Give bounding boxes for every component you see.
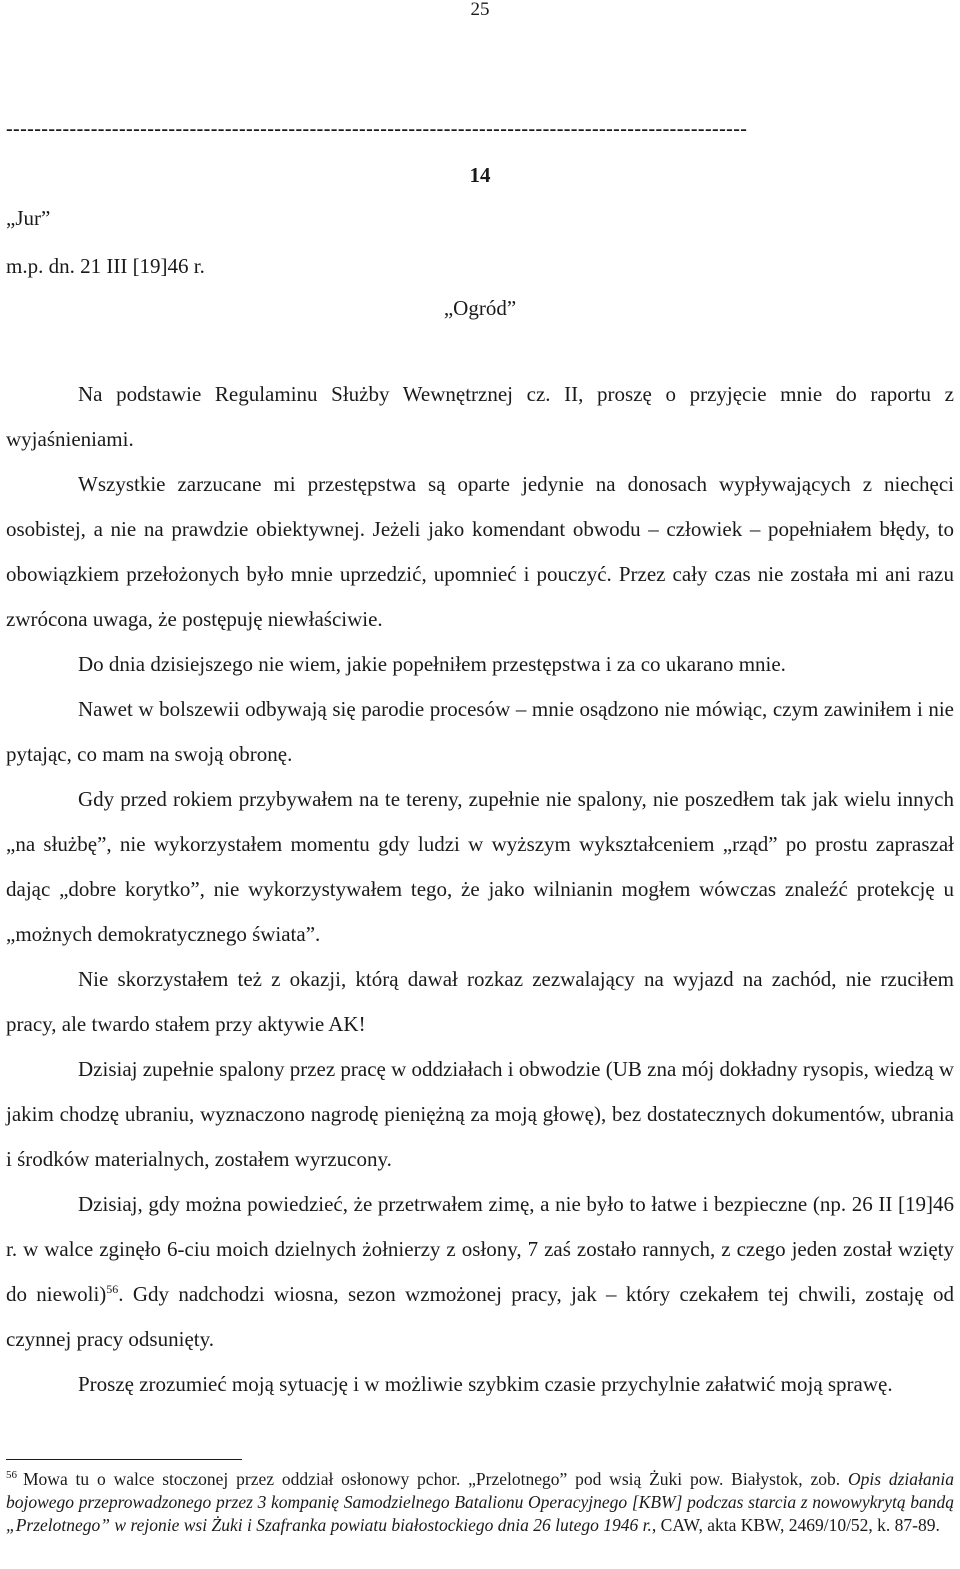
footnote-source-title: Opis działania bojowego przeprowadzonego przez 3 kompanię Samodzielnego Batalionu Operacyjnego [KBW] podczas starcia z nowowykrytą bandą „Przelotnego” w rejonie wsi Żuki i Szafranka powiatu białostockiego dnia 26 lutego 1946 r.	[6, 1469, 954, 1535]
paragraph-4: Nawet w bolszewii odbywają się parodie procesów – mnie osądzono nie mówiąc, czym zawiniłem i nie pytając, co mam na swoją obronę.	[6, 697, 954, 766]
paragraph-9: Proszę zrozumieć moją sytuację i w możliwie szybkim czasie przychylnie załatwić moją sprawę.	[78, 1372, 893, 1396]
letter-body	[6, 372, 954, 1407]
paragraph-6: Nie skorzystałem też z okazji, którą dawał rozkaz zezwalający na wyjazd na zachód, nie rzuciłem pracy, ale twardo stałem przy aktywie AK!	[6, 967, 954, 1036]
paragraph-8-text: Dzisiaj, gdy można powiedzieć, że przetrwałem zimę, a nie było to łatwe i bezpieczne (np. 26 II [19]46 r. w walce zginęło 6-ciu moich dzielnych żołnierzy z osłony, 7 zaś zostało rannych, z czego jeden został wzięty do niewoli)	[6, 1192, 954, 1306]
place-date: m.p. dn. 21 III [19]46 r.	[6, 254, 205, 278]
paragraph-7: Dzisiaj zupełnie spalony przez pracę w oddziałach i obwodzie (UB zna mój dokładny rysopis, wiedzą w jakim chodzę ubraniu, wyznaczono nagrodę pieniężną za moją głowę), bez dostatecznych dokumentów, ubrania i środków materialnych, zostałem wyrzucony.	[6, 1057, 954, 1171]
paragraph-8-text-end: . Gdy nadchodzi wiosna, sezon wzmożonej pracy, jak – który czekałem tej chwili, zostaję od czynnej pracy odsunięty.	[6, 1282, 954, 1351]
footnote-archive-reference: , CAW, akta KBW, 2469/10/52, k. 87-89.	[651, 1515, 940, 1535]
footnote-number: 56	[6, 1469, 17, 1482]
paragraph-8	[6, 1182, 954, 1362]
footnote-reference: 56	[106, 1282, 119, 1296]
paragraph-3: Do dnia dzisiejszego nie wiem, jakie popełniłem przestępstwa i za co ukarano mnie.	[78, 652, 786, 676]
footnote-text: Mowa tu o walce stoczonej przez oddział osłonowy pchor. „Przelotnego” pod wsią Żuki pow. Białystok, zob.	[23, 1469, 848, 1489]
signature-pseudonym: „Jur”	[6, 206, 51, 230]
paragraph-5: Gdy przed rokiem przybywałem na te tereny, zupełnie nie spalony, nie poszedłem tak jak wielu innych „na służbę”, nie wykorzystałem momentu gdy ludzi w wyższym wykształceniem „rząd” po prostu zapraszał dając „dobre korytko”, nie wykorzystywałem tego, że jako wilnianin mogłem wówczas znaleźć protekcję u „możnych demokratycznego świata”.	[6, 787, 954, 946]
document-number: 14	[469, 163, 491, 187]
footnote	[6, 1468, 954, 1537]
separator-line: ---------------------------------------------------------------------------------------------------------	[6, 118, 748, 140]
paragraph-1: Na podstawie Regulaminu Służby Wewnętrznej cz. II, proszę o przyjęcie mnie do raportu z wyjaśnieniami.	[6, 382, 954, 451]
page-number: 25	[470, 0, 490, 20]
footnote-divider	[6, 1459, 242, 1460]
recipient: „Ogród”	[443, 296, 517, 320]
paragraph-2: Wszystkie zarzucane mi przestępstwa są oparte jedynie na donosach wypływających z niechęci osobistej, a nie na prawdzie obiektywnej. Jeżeli jako komendant obwodu – człowiek – popełniałem błędy, to obowiązkiem przełożonych było mnie uprzedzić, upomnieć i pouczyć. Przez cały czas nie została mi ani razu zwrócona uwaga, że postępuję niewłaściwie.	[6, 472, 954, 631]
